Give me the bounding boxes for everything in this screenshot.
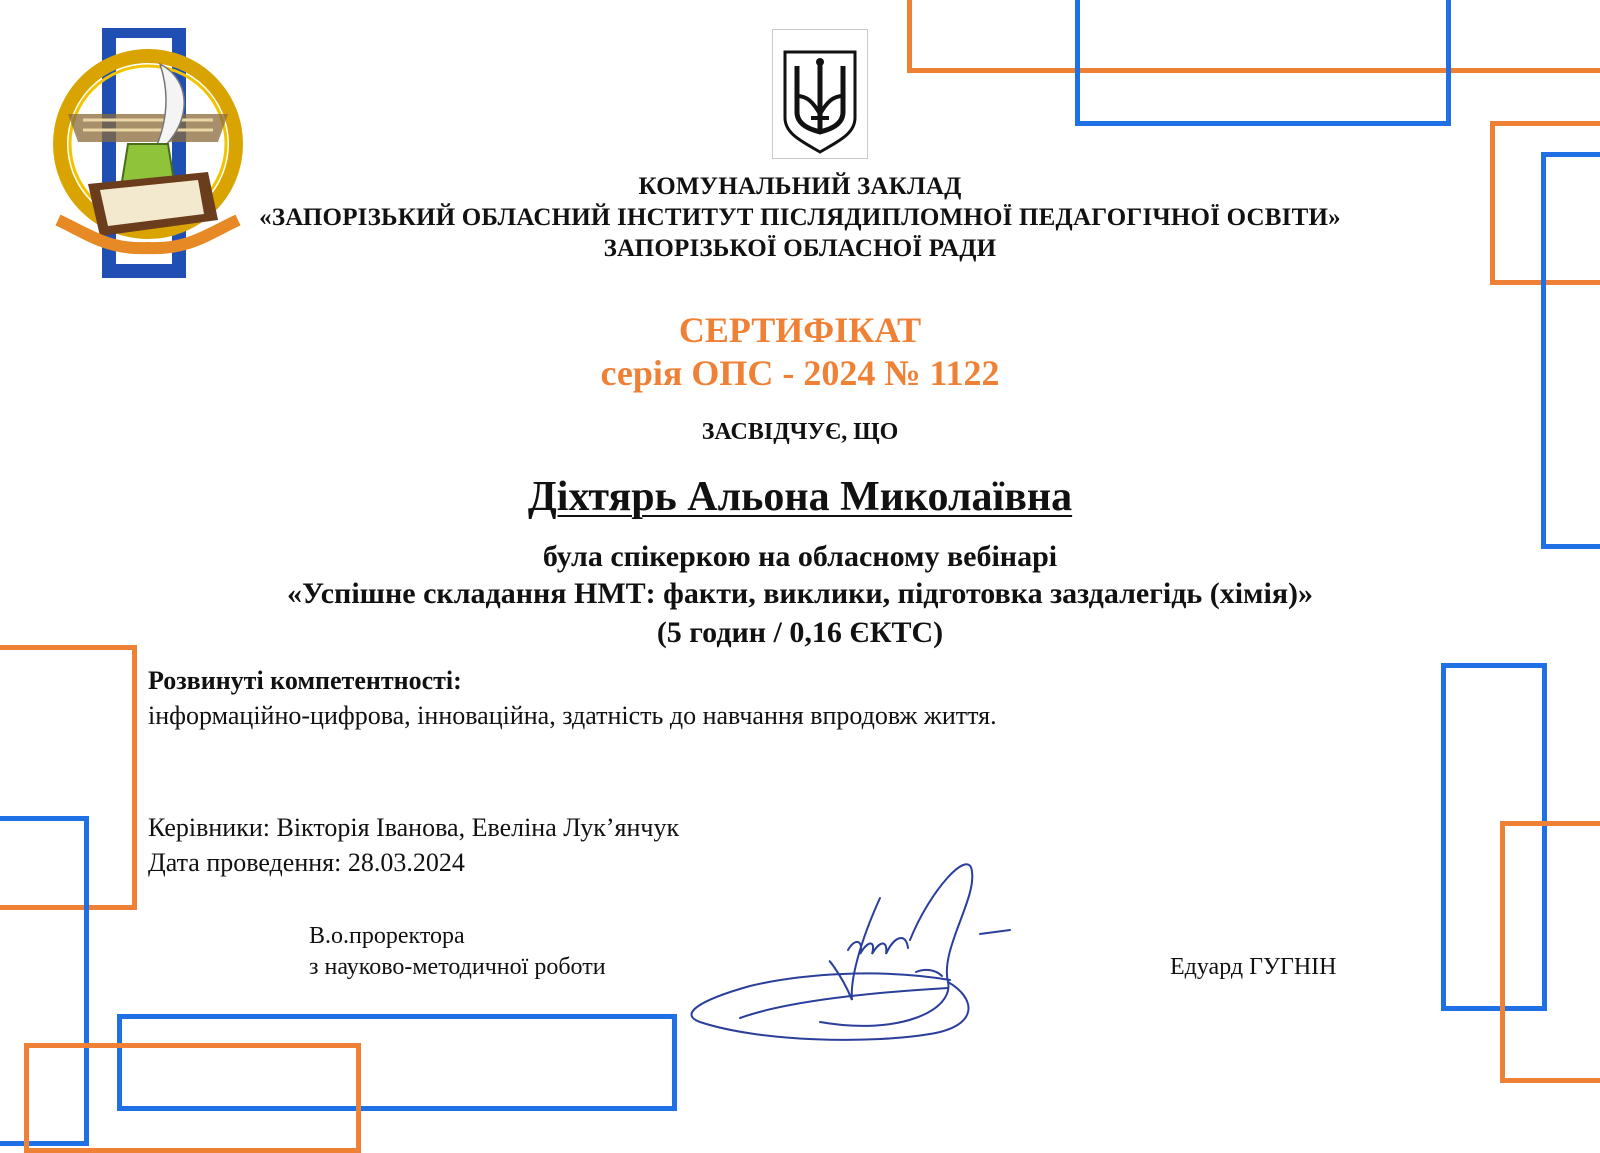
competencies-label: Розвинуті компетентності: (148, 666, 462, 695)
hereby-text: ЗАСВІДЧУЄ, ЩО (701, 419, 899, 445)
handwritten-signature-icon (680, 850, 1040, 1060)
decor-frame-blue-top (1075, 0, 1451, 126)
decor-frame-orange-bottom (24, 1043, 361, 1153)
certificate-title: СЕРТИФІКАТ (678, 310, 922, 350)
date-text: Дата проведення: 28.03.2024 (148, 848, 465, 877)
institution-line-2: «ЗАПОРІЗЬКИЙ ОБЛАСНИЙ ІНСТИТУТ ПІСЛЯДИПЛОМНОЇ ПЕДАГОГІЧНОЇ ОСВІТИ» (259, 204, 1341, 231)
event-title: «Успішне складання НМТ: факти, виклики, підготовка заздалегідь (хімія)» (286, 577, 1314, 610)
institution-line-1: КОМУНАЛЬНИЙ ЗАКЛАД (638, 173, 962, 200)
institution-line-3: ЗАПОРІЗЬКОЇ ОБЛАСНОЇ РАДИ (603, 235, 997, 262)
signatory-position-line-2: з науково-методичної роботи (309, 954, 606, 980)
signatory-name: Едуард ГУГНІН (1170, 954, 1337, 980)
trident-coat-of-arms-icon (772, 29, 868, 159)
certificate-series: серія ОПС - 2024 № 1122 (600, 353, 1000, 393)
event-hours: (5 годин / 0,16 ЄКТС) (656, 616, 944, 649)
leaders-text: Керівники: Вікторія Іванова, Евеліна Лук’янчук (148, 813, 680, 842)
recipient-role: була спікеркою на обласному вебінарі (542, 540, 1058, 573)
decor-frame-orange-right-lower (1500, 821, 1600, 1083)
signatory-position-line-1: В.о.проректора (309, 923, 465, 949)
competencies-value: інформаційно-цифрова, інноваційна, здатність до навчання впродовж життя. (148, 701, 997, 730)
recipient-name: Діхтярь Альона Миколаївна (527, 474, 1073, 520)
